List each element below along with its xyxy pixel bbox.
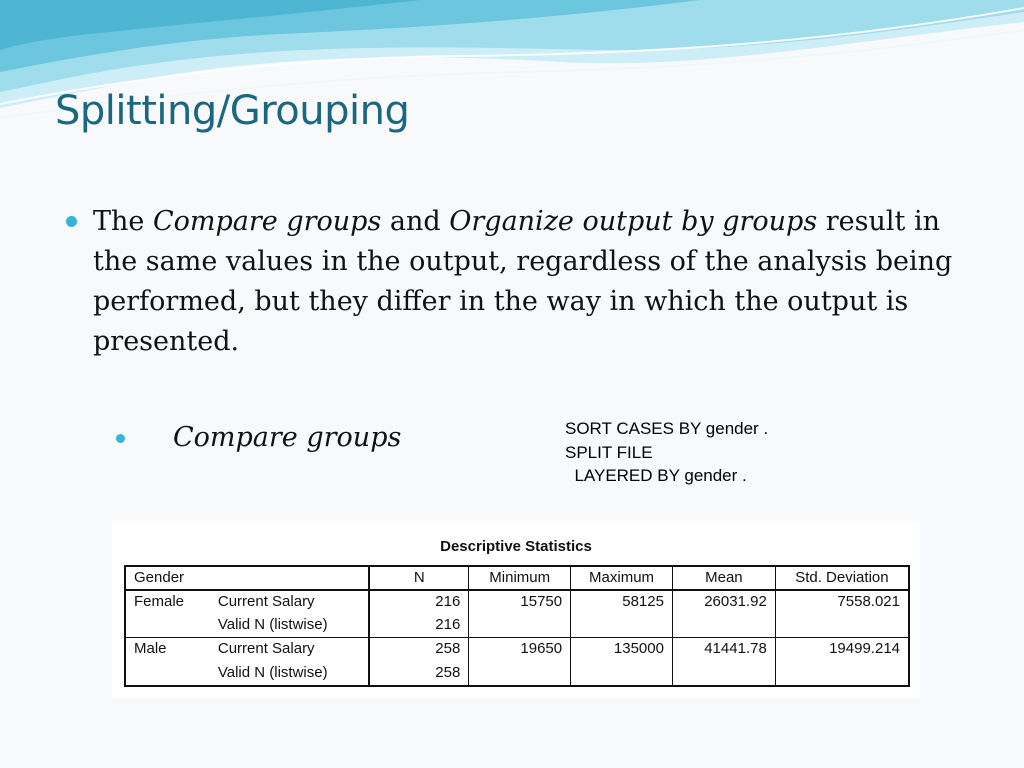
cell-n: 258: [369, 662, 469, 686]
text-segment: The: [93, 206, 153, 237]
cell-mean: 26031.92: [672, 590, 775, 614]
cell-minimum: [469, 662, 571, 686]
cell-std: [775, 662, 909, 686]
bullet-dot-icon: [116, 434, 125, 443]
slide-title: Splitting/Grouping: [55, 88, 410, 134]
cell-std: 19499.214: [775, 638, 909, 662]
cell-minimum: [469, 614, 571, 638]
text-segment: result in the same values in the output, regardless of the analysis being performed, but they differ in the way in which the output is presented.: [93, 206, 953, 357]
cell-std: [775, 614, 909, 638]
cell-mean: 41441.78: [672, 638, 775, 662]
emphasis-organize-output: Organize output by groups: [449, 206, 818, 237]
cell-mean: [672, 662, 775, 686]
variable-label: Current Salary: [217, 593, 315, 610]
table-row: [125, 638, 909, 662]
table-row: [125, 614, 909, 638]
cell-maximum: 135000: [571, 638, 673, 662]
variable-label: Current Salary: [210, 638, 369, 662]
emphasis-compare-groups: Compare groups: [152, 206, 382, 237]
cell-minimum: 19650: [469, 638, 571, 662]
table-row: [125, 662, 909, 686]
sub-bullet-text: Compare groups: [173, 422, 402, 453]
group-label: [125, 614, 210, 638]
syntax-line: SPLIT FILE: [565, 442, 653, 462]
variable-label: Valid N (listwise): [217, 663, 328, 681]
cell-std: 7558.021: [775, 590, 909, 614]
group-label: Male: [125, 638, 210, 662]
header-std-deviation: Std. Deviation: [775, 566, 909, 590]
header-mean: Mean: [672, 566, 775, 590]
header-minimum: Minimum: [469, 566, 571, 590]
cell-minimum: 15750: [469, 590, 571, 614]
bullet-dot-icon: [66, 216, 77, 227]
cell-maximum: 58125: [571, 590, 673, 614]
header-gender: Gender: [125, 566, 369, 590]
group-label: Female: [134, 593, 185, 610]
syntax-line: SORT CASES BY gender .: [565, 419, 769, 438]
text-segment: and: [381, 206, 450, 237]
descriptive-statistics-panel: [112, 521, 920, 698]
cell-n: 216: [369, 590, 469, 614]
cell-n: 258: [369, 638, 469, 662]
group-label: [125, 662, 210, 686]
variable-label: Valid N (listwise): [217, 616, 328, 634]
syntax-line: LAYERED BY gender .: [565, 466, 747, 485]
header-maximum: Maximum: [571, 566, 673, 590]
descriptive-statistics-table: [124, 565, 910, 687]
cell-maximum: [571, 662, 673, 686]
cell-mean: [672, 614, 775, 638]
header-n: N: [369, 566, 469, 590]
table-title: Descriptive Statistics: [440, 538, 592, 555]
cell-n: 216: [369, 614, 469, 638]
main-bullet-text: [93, 202, 963, 362]
table-row: [125, 590, 909, 614]
syntax-block: [565, 417, 768, 488]
table-header-row: [125, 566, 909, 590]
cell-maximum: [571, 614, 673, 638]
